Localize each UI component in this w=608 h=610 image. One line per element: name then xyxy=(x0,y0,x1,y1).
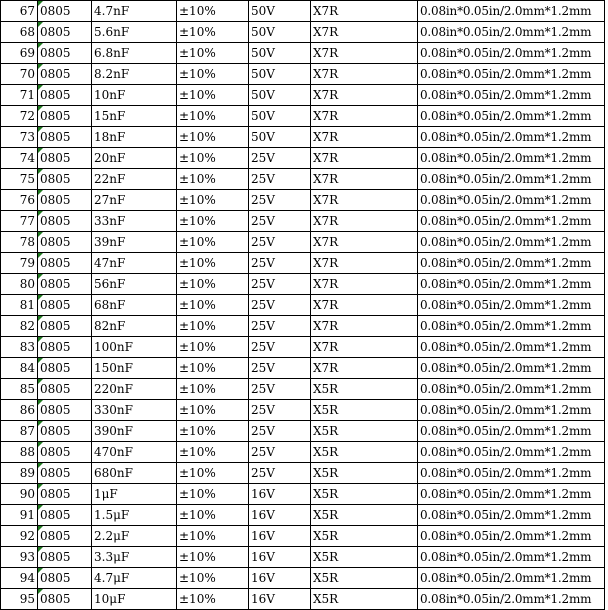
table-row xyxy=(1,148,605,169)
row-number-cell: 69 xyxy=(1,43,38,64)
dimensions-cell: 0.08in*0.05in/2.0mm*1.2mm xyxy=(418,190,605,211)
table-row xyxy=(1,547,605,568)
voltage-cell: 16V xyxy=(249,589,311,610)
dielectric-cell: X7R xyxy=(311,1,418,22)
dimensions-cell: 0.08in*0.05in/2.0mm*1.2mm xyxy=(418,64,605,85)
tolerance-cell: ±10% xyxy=(177,22,249,43)
voltage-cell: 16V xyxy=(249,568,311,589)
dielectric-cell: X7R xyxy=(311,64,418,85)
package-size-cell: 0805 xyxy=(38,295,92,316)
package-size-cell: 0805 xyxy=(38,463,92,484)
row-number-cell: 85 xyxy=(1,379,38,400)
dielectric-cell: X7R xyxy=(311,85,418,106)
package-size-cell: 0805 xyxy=(38,400,92,421)
dimensions-cell: 0.08in*0.05in/2.0mm*1.2mm xyxy=(418,526,605,547)
capacitance-cell: 3.3μF xyxy=(92,547,177,568)
tolerance-cell: ±10% xyxy=(177,421,249,442)
tolerance-cell: ±10% xyxy=(177,442,249,463)
voltage-cell: 50V xyxy=(249,85,311,106)
tolerance-cell: ±10% xyxy=(177,379,249,400)
package-size-cell: 0805 xyxy=(38,526,92,547)
capacitance-cell: 5.6nF xyxy=(92,22,177,43)
table-row xyxy=(1,43,605,64)
table-row xyxy=(1,421,605,442)
package-size-cell: 0805 xyxy=(38,85,92,106)
dimensions-cell: 0.08in*0.05in/2.0mm*1.2mm xyxy=(418,505,605,526)
tolerance-cell: ±10% xyxy=(177,169,249,190)
package-size-cell: 0805 xyxy=(38,106,92,127)
voltage-cell: 25V xyxy=(249,253,311,274)
voltage-cell: 16V xyxy=(249,547,311,568)
capacitance-cell: 39nF xyxy=(92,232,177,253)
capacitance-cell: 27nF xyxy=(92,190,177,211)
tolerance-cell: ±10% xyxy=(177,337,249,358)
dimensions-cell: 0.08in*0.05in/2.0mm*1.2mm xyxy=(418,400,605,421)
capacitance-cell: 390nF xyxy=(92,421,177,442)
row-number-cell: 95 xyxy=(1,589,38,610)
dimensions-cell: 0.08in*0.05in/2.0mm*1.2mm xyxy=(418,358,605,379)
tolerance-cell: ±10% xyxy=(177,358,249,379)
tolerance-cell: ±10% xyxy=(177,127,249,148)
row-number-cell: 83 xyxy=(1,337,38,358)
table-row xyxy=(1,232,605,253)
voltage-cell: 25V xyxy=(249,148,311,169)
dielectric-cell: X7R xyxy=(311,358,418,379)
row-number-cell: 80 xyxy=(1,274,38,295)
row-number-cell: 77 xyxy=(1,211,38,232)
tolerance-cell: ±10% xyxy=(177,253,249,274)
row-number-cell: 89 xyxy=(1,463,38,484)
package-size-cell: 0805 xyxy=(38,484,92,505)
dielectric-cell: X5R xyxy=(311,568,418,589)
tolerance-cell: ±10% xyxy=(177,274,249,295)
dimensions-cell: 0.08in*0.05in/2.0mm*1.2mm xyxy=(418,463,605,484)
dimensions-cell: 0.08in*0.05in/2.0mm*1.2mm xyxy=(418,295,605,316)
package-size-cell: 0805 xyxy=(38,358,92,379)
voltage-cell: 25V xyxy=(249,358,311,379)
table-row xyxy=(1,274,605,295)
dimensions-cell: 0.08in*0.05in/2.0mm*1.2mm xyxy=(418,274,605,295)
dielectric-cell: X7R xyxy=(311,106,418,127)
voltage-cell: 25V xyxy=(249,421,311,442)
dielectric-cell: X7R xyxy=(311,316,418,337)
row-number-cell: 67 xyxy=(1,1,38,22)
package-size-cell: 0805 xyxy=(38,274,92,295)
tolerance-cell: ±10% xyxy=(177,526,249,547)
dielectric-cell: X5R xyxy=(311,421,418,442)
dimensions-cell: 0.08in*0.05in/2.0mm*1.2mm xyxy=(418,22,605,43)
row-number-cell: 82 xyxy=(1,316,38,337)
voltage-cell: 50V xyxy=(249,64,311,85)
table-row xyxy=(1,463,605,484)
capacitance-cell: 33nF xyxy=(92,211,177,232)
package-size-cell: 0805 xyxy=(38,148,92,169)
dielectric-cell: X5R xyxy=(311,526,418,547)
voltage-cell: 50V xyxy=(249,22,311,43)
package-size-cell: 0805 xyxy=(38,505,92,526)
dielectric-cell: X7R xyxy=(311,295,418,316)
voltage-cell: 25V xyxy=(249,463,311,484)
package-size-cell: 0805 xyxy=(38,169,92,190)
dielectric-cell: X5R xyxy=(311,442,418,463)
capacitance-cell: 2.2μF xyxy=(92,526,177,547)
capacitance-cell: 8.2nF xyxy=(92,64,177,85)
dielectric-cell: X5R xyxy=(311,505,418,526)
dimensions-cell: 0.08in*0.05in/2.0mm*1.2mm xyxy=(418,442,605,463)
row-number-cell: 73 xyxy=(1,127,38,148)
dielectric-cell: X7R xyxy=(311,43,418,64)
voltage-cell: 25V xyxy=(249,274,311,295)
package-size-cell: 0805 xyxy=(38,589,92,610)
capacitance-cell: 330nF xyxy=(92,400,177,421)
dimensions-cell: 0.08in*0.05in/2.0mm*1.2mm xyxy=(418,316,605,337)
dimensions-cell: 0.08in*0.05in/2.0mm*1.2mm xyxy=(418,568,605,589)
package-size-cell: 0805 xyxy=(38,127,92,148)
voltage-cell: 50V xyxy=(249,1,311,22)
capacitance-cell: 470nF xyxy=(92,442,177,463)
dimensions-cell: 0.08in*0.05in/2.0mm*1.2mm xyxy=(418,379,605,400)
tolerance-cell: ±10% xyxy=(177,484,249,505)
dielectric-cell: X7R xyxy=(311,22,418,43)
table-row xyxy=(1,337,605,358)
tolerance-cell: ±10% xyxy=(177,64,249,85)
table-row xyxy=(1,316,605,337)
capacitance-cell: 82nF xyxy=(92,316,177,337)
package-size-cell: 0805 xyxy=(38,379,92,400)
row-number-cell: 90 xyxy=(1,484,38,505)
tolerance-cell: ±10% xyxy=(177,232,249,253)
tolerance-cell: ±10% xyxy=(177,190,249,211)
row-number-cell: 68 xyxy=(1,22,38,43)
row-number-cell: 71 xyxy=(1,85,38,106)
table-row xyxy=(1,484,605,505)
row-number-cell: 88 xyxy=(1,442,38,463)
dielectric-cell: X7R xyxy=(311,127,418,148)
table-row xyxy=(1,295,605,316)
row-number-cell: 78 xyxy=(1,232,38,253)
dimensions-cell: 0.08in*0.05in/2.0mm*1.2mm xyxy=(418,421,605,442)
table-body xyxy=(1,1,605,610)
dielectric-cell: X7R xyxy=(311,232,418,253)
voltage-cell: 25V xyxy=(249,442,311,463)
voltage-cell: 25V xyxy=(249,211,311,232)
table-row xyxy=(1,106,605,127)
table-row xyxy=(1,589,605,610)
row-number-cell: 81 xyxy=(1,295,38,316)
table-row xyxy=(1,379,605,400)
dimensions-cell: 0.08in*0.05in/2.0mm*1.2mm xyxy=(418,106,605,127)
package-size-cell: 0805 xyxy=(38,190,92,211)
capacitance-cell: 6.8nF xyxy=(92,43,177,64)
tolerance-cell: ±10% xyxy=(177,106,249,127)
capacitance-cell: 22nF xyxy=(92,169,177,190)
row-number-cell: 84 xyxy=(1,358,38,379)
row-number-cell: 79 xyxy=(1,253,38,274)
package-size-cell: 0805 xyxy=(38,316,92,337)
tolerance-cell: ±10% xyxy=(177,316,249,337)
voltage-cell: 50V xyxy=(249,43,311,64)
voltage-cell: 25V xyxy=(249,316,311,337)
voltage-cell: 16V xyxy=(249,505,311,526)
row-number-cell: 87 xyxy=(1,421,38,442)
dielectric-cell: X7R xyxy=(311,274,418,295)
table-row xyxy=(1,64,605,85)
dielectric-cell: X5R xyxy=(311,379,418,400)
package-size-cell: 0805 xyxy=(38,547,92,568)
voltage-cell: 25V xyxy=(249,337,311,358)
table-row xyxy=(1,442,605,463)
capacitance-cell: 680nF xyxy=(92,463,177,484)
package-size-cell: 0805 xyxy=(38,337,92,358)
dimensions-cell: 0.08in*0.05in/2.0mm*1.2mm xyxy=(418,253,605,274)
table-row xyxy=(1,169,605,190)
dimensions-cell: 0.08in*0.05in/2.0mm*1.2mm xyxy=(418,85,605,106)
row-number-cell: 72 xyxy=(1,106,38,127)
capacitance-cell: 15nF xyxy=(92,106,177,127)
row-number-cell: 74 xyxy=(1,148,38,169)
table-row xyxy=(1,526,605,547)
capacitance-cell: 100nF xyxy=(92,337,177,358)
dielectric-cell: X5R xyxy=(311,589,418,610)
voltage-cell: 25V xyxy=(249,232,311,253)
row-number-cell: 76 xyxy=(1,190,38,211)
tolerance-cell: ±10% xyxy=(177,1,249,22)
row-number-cell: 94 xyxy=(1,568,38,589)
tolerance-cell: ±10% xyxy=(177,547,249,568)
tolerance-cell: ±10% xyxy=(177,568,249,589)
package-size-cell: 0805 xyxy=(38,43,92,64)
capacitance-cell: 68nF xyxy=(92,295,177,316)
dielectric-cell: X7R xyxy=(311,337,418,358)
row-number-cell: 70 xyxy=(1,64,38,85)
capacitance-cell: 4.7nF xyxy=(92,1,177,22)
voltage-cell: 16V xyxy=(249,526,311,547)
dielectric-cell: X5R xyxy=(311,400,418,421)
dielectric-cell: X5R xyxy=(311,484,418,505)
dielectric-cell: X7R xyxy=(311,211,418,232)
dielectric-cell: X7R xyxy=(311,190,418,211)
capacitance-cell: 10μF xyxy=(92,589,177,610)
tolerance-cell: ±10% xyxy=(177,148,249,169)
table-row xyxy=(1,1,605,22)
tolerance-cell: ±10% xyxy=(177,589,249,610)
dielectric-cell: X7R xyxy=(311,148,418,169)
dielectric-cell: X7R xyxy=(311,169,418,190)
table-row xyxy=(1,358,605,379)
capacitance-cell: 150nF xyxy=(92,358,177,379)
package-size-cell: 0805 xyxy=(38,421,92,442)
package-size-cell: 0805 xyxy=(38,211,92,232)
table-row xyxy=(1,22,605,43)
table-row xyxy=(1,505,605,526)
capacitance-cell: 1.5μF xyxy=(92,505,177,526)
row-number-cell: 86 xyxy=(1,400,38,421)
capacitance-cell: 1μF xyxy=(92,484,177,505)
package-size-cell: 0805 xyxy=(38,253,92,274)
voltage-cell: 50V xyxy=(249,127,311,148)
row-number-cell: 75 xyxy=(1,169,38,190)
capacitance-cell: 220nF xyxy=(92,379,177,400)
package-size-cell: 0805 xyxy=(38,442,92,463)
row-number-cell: 92 xyxy=(1,526,38,547)
package-size-cell: 0805 xyxy=(38,1,92,22)
voltage-cell: 50V xyxy=(249,106,311,127)
table-row xyxy=(1,253,605,274)
voltage-cell: 25V xyxy=(249,190,311,211)
row-number-cell: 91 xyxy=(1,505,38,526)
dimensions-cell: 0.08in*0.05in/2.0mm*1.2mm xyxy=(418,337,605,358)
capacitance-cell: 47nF xyxy=(92,253,177,274)
tolerance-cell: ±10% xyxy=(177,295,249,316)
package-size-cell: 0805 xyxy=(38,22,92,43)
voltage-cell: 16V xyxy=(249,484,311,505)
voltage-cell: 25V xyxy=(249,295,311,316)
package-size-cell: 0805 xyxy=(38,568,92,589)
table-row xyxy=(1,85,605,106)
dimensions-cell: 0.08in*0.05in/2.0mm*1.2mm xyxy=(418,127,605,148)
capacitance-cell: 18nF xyxy=(92,127,177,148)
dimensions-cell: 0.08in*0.05in/2.0mm*1.2mm xyxy=(418,589,605,610)
dimensions-cell: 0.08in*0.05in/2.0mm*1.2mm xyxy=(418,148,605,169)
tolerance-cell: ±10% xyxy=(177,85,249,106)
capacitance-cell: 4.7μF xyxy=(92,568,177,589)
tolerance-cell: ±10% xyxy=(177,400,249,421)
voltage-cell: 25V xyxy=(249,379,311,400)
table-row xyxy=(1,400,605,421)
tolerance-cell: ±10% xyxy=(177,43,249,64)
row-number-cell: 93 xyxy=(1,547,38,568)
tolerance-cell: ±10% xyxy=(177,211,249,232)
dielectric-cell: X7R xyxy=(311,253,418,274)
dimensions-cell: 0.08in*0.05in/2.0mm*1.2mm xyxy=(418,43,605,64)
voltage-cell: 25V xyxy=(249,400,311,421)
dimensions-cell: 0.08in*0.05in/2.0mm*1.2mm xyxy=(418,232,605,253)
voltage-cell: 25V xyxy=(249,169,311,190)
capacitance-cell: 10nF xyxy=(92,85,177,106)
table-row xyxy=(1,190,605,211)
package-size-cell: 0805 xyxy=(38,64,92,85)
table-row xyxy=(1,568,605,589)
table-row xyxy=(1,127,605,148)
capacitance-cell: 56nF xyxy=(92,274,177,295)
tolerance-cell: ±10% xyxy=(177,505,249,526)
dielectric-cell: X5R xyxy=(311,463,418,484)
capacitance-cell: 20nF xyxy=(92,148,177,169)
dimensions-cell: 0.08in*0.05in/2.0mm*1.2mm xyxy=(418,169,605,190)
dimensions-cell: 0.08in*0.05in/2.0mm*1.2mm xyxy=(418,1,605,22)
dielectric-cell: X5R xyxy=(311,547,418,568)
tolerance-cell: ±10% xyxy=(177,463,249,484)
dimensions-cell: 0.08in*0.05in/2.0mm*1.2mm xyxy=(418,484,605,505)
dimensions-cell: 0.08in*0.05in/2.0mm*1.2mm xyxy=(418,211,605,232)
package-size-cell: 0805 xyxy=(38,232,92,253)
table-row xyxy=(1,211,605,232)
dimensions-cell: 0.08in*0.05in/2.0mm*1.2mm xyxy=(418,547,605,568)
